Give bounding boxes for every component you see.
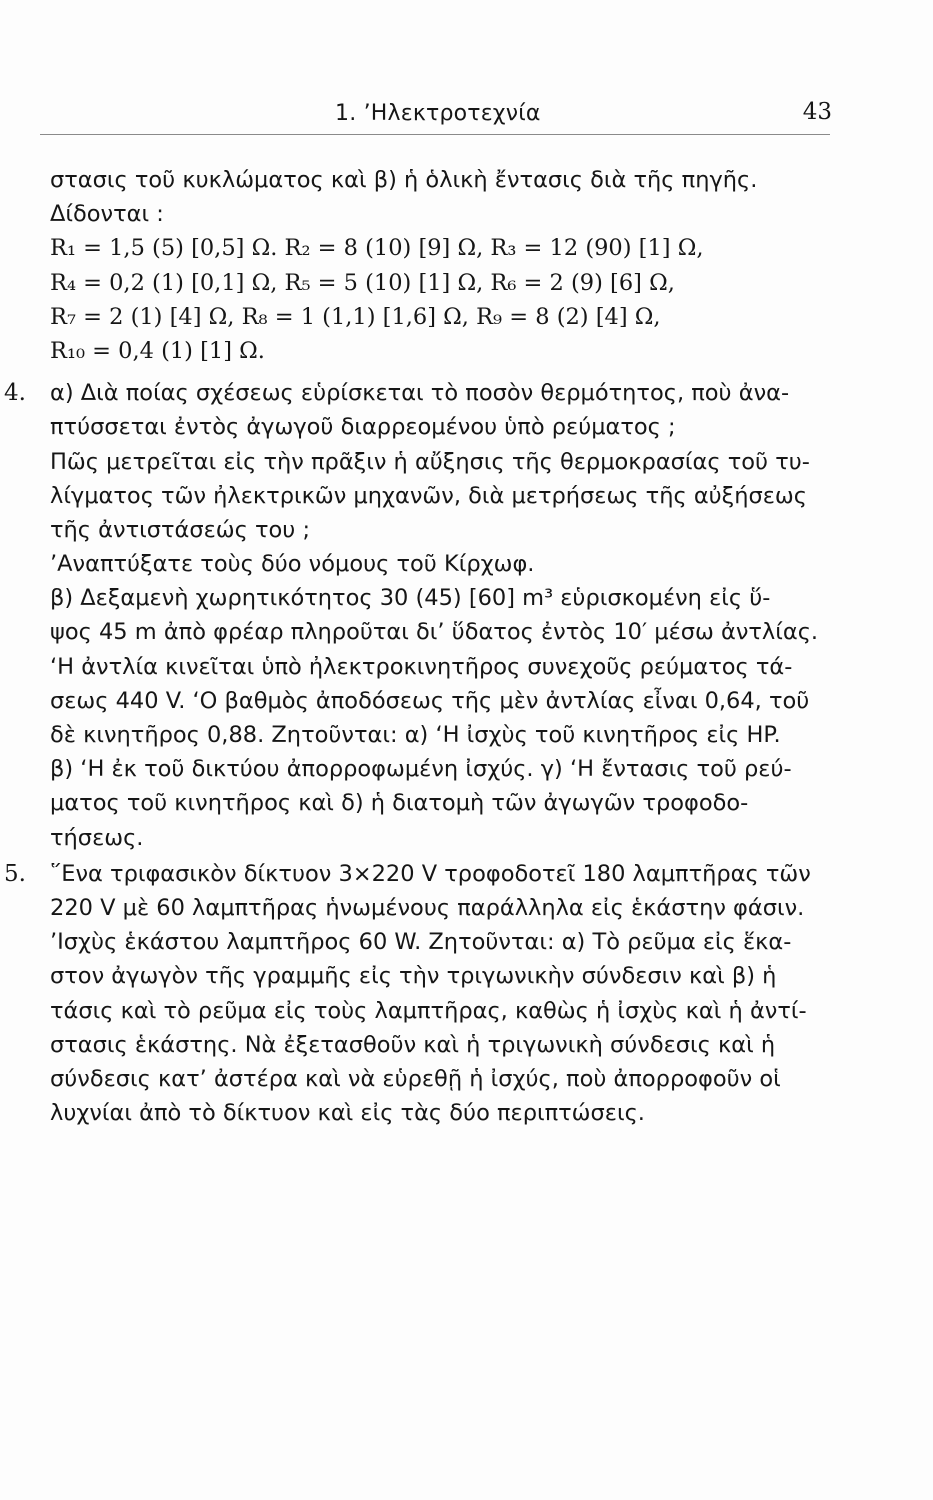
text-line: β) ‘Η ἐκ τοῦ δικτύου ἀπορροφωμένη ἰσχύς. γ) ‘Η ἔντασις τοῦ ρεύ-	[50, 756, 792, 783]
text-line: β) Δεξαμενὴ χωρητικότητος 30 (45) [60] m³ εὑρισκομένη εἰς ὕ-	[50, 585, 771, 612]
text-line: Πῶς μετρεῖται εἰς τὴν πρᾶξιν ἡ αὔξησις τῆς θερμοκρασίας τοῦ τυ-	[50, 448, 810, 475]
text-line: δὲ κινητῆρος 0,88. Ζητοῦνται: α) ‘Η ἰσχὺς τοῦ κινητῆρος εἰς HP.	[50, 722, 781, 748]
problem-5	[4, 857, 840, 1131]
text-line: στον ἀγωγὸν τῆς γραμμῆς εἰς τὴν τριγωνικὴν σύνδεσιν καὶ β) ἡ	[50, 963, 777, 990]
text-line: τάσις καὶ τὸ ρεῦμα εἰς τοὺς λαμπτῆρας, καθὼς ἡ ἰσχὺς καὶ ἡ ἀντί-	[50, 997, 807, 1024]
text-line: ῞Ενα τριφασικὸν δίκτυον 3×220 V τροφοδοτεῖ 180 λαμπτῆρας τῶν	[50, 860, 811, 887]
resistance-line: R₄ = 0,2 (1) [0,1] Ω, R₅ = 5 (10) [1] Ω, R₆ = 2 (9) [6] Ω,	[50, 269, 675, 296]
text-line: ’Ισχὺς ἑκάστου λαμπτῆρος 60 W. Ζητοῦνται: α) Τὸ ρεῦμα εἰς ἕκα-	[50, 929, 792, 956]
text-line: Δίδονται :	[50, 201, 164, 228]
resistance-line: R₁₀ = 0,4 (1) [1] Ω.	[50, 337, 265, 364]
text-line: τήσεως.	[50, 824, 144, 851]
text-line: ψος 45 m ἀπὸ φρέαρ πληροῦται δι’ ὕδατος ἐντὸς 10′ μέσω ἀντλίας.	[50, 619, 819, 646]
text-line: σύνδεσις κατ’ ἀστέρα καὶ νὰ εὑρεθῇ ἡ ἰσχύς, ποὺ ἀπορροφοῦν οἱ	[50, 1065, 781, 1092]
problem-4	[4, 376, 840, 855]
header-rule	[40, 134, 830, 135]
chapter-title: 1. ’Ηλεκτροτεχνία	[335, 101, 541, 126]
running-head	[50, 97, 832, 131]
text-line: λίγματος τῶν ἠλεκτρικῶν μηχανῶν, διὰ μετρήσεως τῆς αὐξήσεως	[50, 482, 807, 509]
problem-number: 4.	[4, 380, 26, 407]
text-line: ματος τοῦ κινητῆρος καὶ δ) ἡ διατομὴ τῶν ἀγωγῶν τροφοδο-	[50, 790, 749, 817]
text-line: πτύσσεται ἐντὸς ἀγωγοῦ διαρρεομένου ὑπὸ ρεύματος ;	[50, 414, 676, 441]
resistance-line: R₇ = 2 (1) [4] Ω, R₈ = 1 (1,1) [1,6] Ω, R₉ = 8 (2) [4] Ω,	[50, 303, 661, 330]
text-line: στασις ἑκάστης. Νὰ ἐξετασθοῦν καὶ ἡ τριγωνικὴ σύνδεσις καὶ ἡ	[50, 1031, 776, 1058]
text-line: λυχνίαι ἀπὸ τὸ δίκτυον καὶ εἰς τὰς δύο περιπτώσεις.	[50, 1100, 645, 1127]
text-line: ’Αναπτύξατε τοὺς δύο νόμους τοῦ Κίρχωφ.	[50, 551, 535, 578]
problem-number: 5.	[4, 860, 26, 887]
text-line: σεως 440 V. ‘Ο βαθμὸς ἀποδόσεως τῆς μὲν ἀντλίας εἶναι 0,64, τοῦ	[50, 687, 810, 714]
page-number: 43	[802, 99, 832, 125]
body-text	[4, 163, 840, 1130]
text-line: α) Διὰ ποίας σχέσεως εὑρίσκεται τὸ ποσὸν θερμότητος, ποὺ ἀνα-	[50, 380, 790, 407]
text-line: στασις τοῦ κυκλώματος καὶ β) ἡ ὁλικὴ ἔντασις διὰ τῆς πηγῆς.	[50, 167, 758, 193]
resistance-line: R₁ = 1,5 (5) [0,5] Ω. R₂ = 8 (10) [9] Ω, R₃ = 12 (90) [1] Ω,	[50, 235, 704, 262]
text-line: 220 V μὲ 60 λαμπτῆρας ἡνωμένους παράλληλα εἰς ἑκάστην φάσιν.	[50, 894, 805, 921]
text-line: ‘Η ἀντλία κινεῖται ὑπὸ ἠλεκτροκινητῆρος συνεχοῦς ρεύματος τά-	[50, 653, 793, 680]
text-line: τῆς ἀντιστάσεώς του ;	[50, 516, 311, 543]
